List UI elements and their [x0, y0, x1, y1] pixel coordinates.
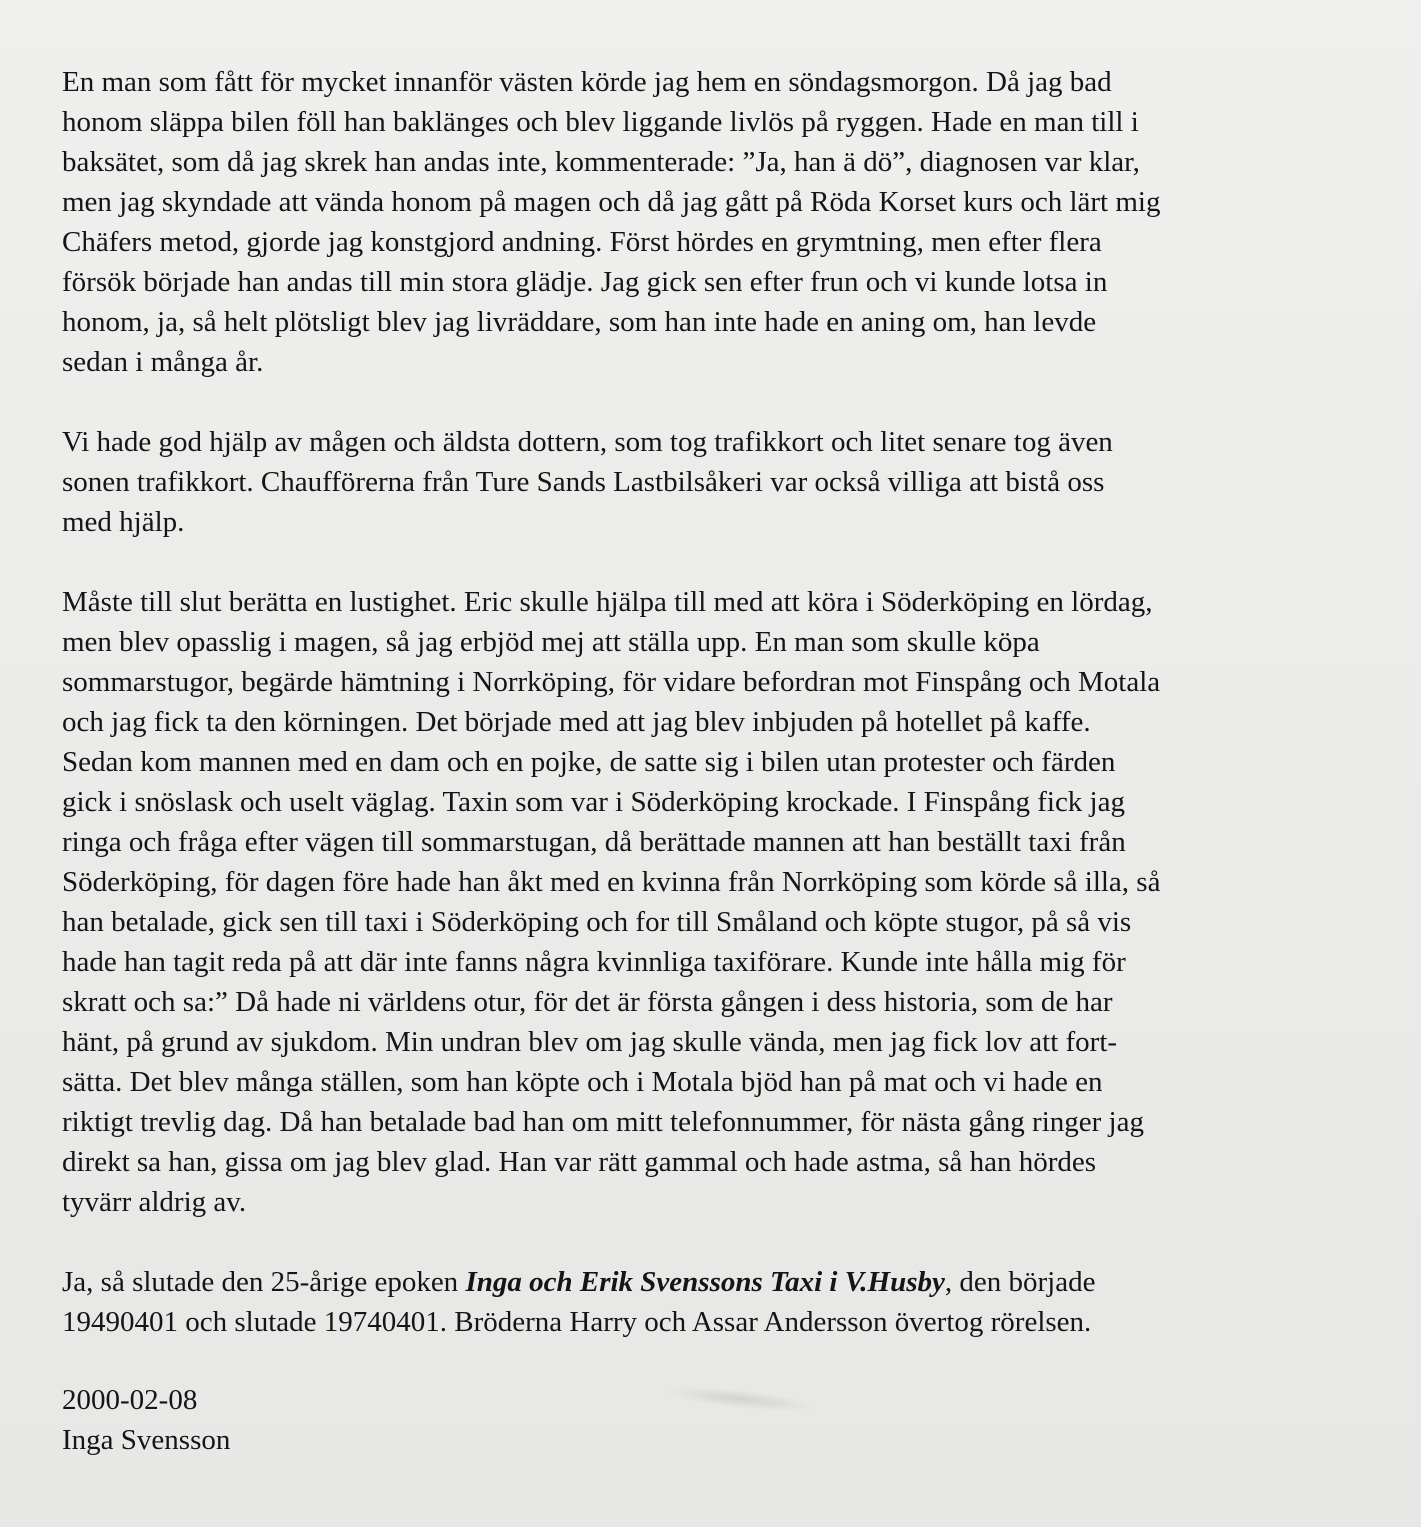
text-line: direkt sa han, gissa om jag blev glad. Han var rätt gammal och hade astma, så han hördes — [62, 1146, 1097, 1178]
text-line: sommarstugor, begärde hämtning i Norrköping, för vidare befordran mot Finspång och Motala — [62, 666, 1161, 698]
signature-block — [62, 1380, 1392, 1460]
signature-name: Inga Svensson — [62, 1424, 231, 1456]
text-line: sedan i många år. — [62, 346, 264, 378]
signature-date: 2000-02-08 — [62, 1384, 198, 1416]
closing-text-after: , den började — [944, 1266, 1096, 1298]
text-line: skratt och sa:” Då hade ni världens otur, för det är första gången i dess historia, som de har — [62, 986, 1113, 1018]
closing-line: 19490401 och slutade 19740401. Bröderna Harry och Assar Andersson övertog rörelsen. — [62, 1306, 1092, 1338]
text-line: men blev opasslig i magen, så jag erbjöd mej att ställa upp. En man som skulle köpa — [62, 626, 1040, 658]
paragraph-lifesaver — [62, 62, 1392, 382]
text-line: honom släppa bilen föll han baklänges och blev liggande livlös på ryggen. Hade en man till i — [62, 106, 1139, 138]
text-line: han betalade, gick sen till taxi i Söderköping och for till Småland och köpte stugor, på så vis — [62, 906, 1132, 938]
text-line: tyvärr aldrig av. — [62, 1186, 247, 1218]
text-line: men jag skyndade att vända honom på magen och då jag gått på Röda Korset kurs och lärt mig — [62, 186, 1161, 218]
paragraph-closing — [62, 1262, 1392, 1342]
text-line: försök började han andas till min stora glädje. Jag gick sen efter frun och vi kunde lotsa in — [62, 266, 1108, 298]
text-line: Vi hade god hjälp av mågen och äldsta dottern, som tog trafikkort och litet senare tog även — [62, 426, 1113, 458]
text-line: ringa och fråga efter vägen till sommarstugan, då berättade mannen att han beställt taxi från — [62, 826, 1126, 858]
text-line: och jag fick ta den körningen. Det började med att jag blev inbjuden på hotellet på kaffe. — [62, 706, 1091, 738]
text-line: hade han tagit reda på att där inte fanns några kvinnliga taxiförare. Kunde inte hålla mig för — [62, 946, 1126, 978]
text-line: hänt, på grund av sjukdom. Min undran blev om jag skulle vända, men jag fick lov att fort- — [62, 1026, 1118, 1058]
document-body — [62, 62, 1392, 1460]
text-line: Söderköping, för dagen före hade han åkt med en kvinna från Norrköping som körde så illa, så — [62, 866, 1161, 898]
text-line: Sedan kom mannen med en dam och en pojke, de satte sig i bilen utan protester och färden — [62, 746, 1116, 778]
closing-text-before: Ja, så slutade den 25-årige epoken — [62, 1266, 466, 1298]
paragraph-gap — [62, 542, 1392, 582]
paragraph-gap — [62, 1342, 1392, 1380]
paragraph-gap — [62, 1222, 1392, 1262]
text-line: Chäfers metod, gjorde jag konstgjord andning. Först hördes en grymtning, men efter flera — [62, 226, 1102, 258]
text-line: gick i snöslask och uselt väglag. Taxin som var i Söderköping krockade. I Finspång fick jag — [62, 786, 1125, 818]
text-line: Måste till slut berätta en lustighet. Eric skulle hjälpa till med att köra i Söderköping en lördag, — [62, 586, 1153, 618]
paragraph-help — [62, 422, 1392, 542]
text-line: En man som fått för mycket innanför västen körde jag hem en söndagsmorgon. Då jag bad — [62, 66, 1112, 98]
paragraph-anecdote — [62, 582, 1392, 1222]
paragraph-gap — [62, 382, 1392, 422]
taxi-business-name: Inga och Erik Svenssons Taxi i V.Husby — [465, 1266, 945, 1298]
text-line: riktigt trevlig dag. Då han betalade bad han om mitt telefonnummer, för nästa gång ringer jag — [62, 1106, 1144, 1138]
text-line: baksätet, som då jag skrek han andas inte, kommenterade: ”Ja, han ä dö”, diagnosen var klar, — [62, 146, 1140, 178]
text-line: sonen trafikkort. Chaufförerna från Ture Sands Lastbilsåkeri var också villiga att bistå oss — [62, 466, 1105, 498]
text-line: honom, ja, så helt plötsligt blev jag livräddare, som han inte hade en aning om, han levde — [62, 306, 1097, 338]
closing-line — [62, 1262, 1392, 1302]
text-line: med hjälp. — [62, 506, 185, 538]
text-line: sätta. Det blev många ställen, som han köpte och i Motala bjöd han på mat och vi hade en — [62, 1066, 1103, 1098]
